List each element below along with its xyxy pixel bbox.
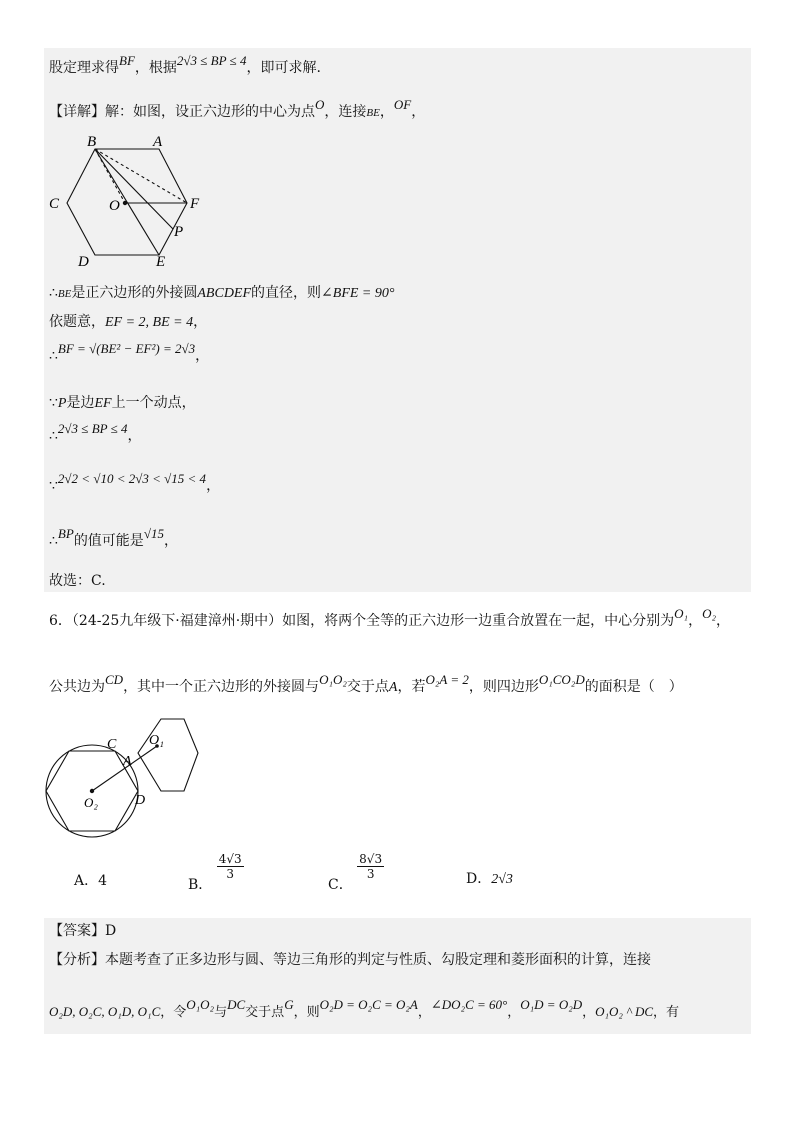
solution-line-6: ∵P是边EF上一个动点， [49, 395, 196, 411]
solution-line-8: ∵2√2 < √10 < 2√3 < √15 < 4， [49, 471, 221, 494]
solution-line-5: ∴BF = √(BE² − EF²) = 2√3， [49, 341, 210, 364]
label-F: F [190, 196, 200, 212]
label-B: B [87, 134, 97, 150]
solution-line-4: 依题意，EF = 2, BE = 4， [49, 314, 208, 330]
label-D: D [135, 793, 146, 808]
answer-line: 【答案】D [49, 923, 117, 939]
label-D: D [78, 254, 89, 270]
analysis-line-2: O₂D, O₂C, O₁D, O₁C，令O₁O₂与DC交于点G，则O₂D = O₂C = O₂A，∠DO₂C = 60°，O₁D = O₂D，O₁O₂ ^ DC，有 [49, 997, 680, 1020]
solution-choice: 故选：C. [49, 573, 106, 589]
label-A: A [123, 754, 132, 769]
label-P: P [174, 224, 184, 240]
solution-line-7: ∴2√3 ≤ BP ≤ 4， [49, 421, 142, 444]
hexagon-figure [44, 132, 214, 272]
label-O2: O₂ [84, 795, 98, 810]
solution-line-3: ∴BE是正六边形的外接圆ABCDEF的直径，则∠BFE = 90° [49, 285, 395, 301]
label-O1: O₁ [149, 733, 164, 748]
option-c[interactable]: C． $\frac{8√3}{3}$ [328, 852, 383, 893]
solution-line-2: 【详解】解：如图，设正六边形的中心为点O，连接BE，OF， [49, 97, 426, 120]
label-E: E [156, 254, 166, 270]
option-d[interactable]: D．2√3 [466, 871, 513, 887]
two-hexagon-figure [40, 712, 210, 844]
label-A: A [153, 134, 163, 150]
label-O: O [109, 198, 120, 214]
solution-line-9: ∴BP的值可能是√15， [49, 526, 178, 549]
option-a[interactable]: A．4 [74, 873, 108, 889]
label-C: C [49, 196, 60, 212]
option-b[interactable]: B． $\frac{4√3}{3}$ [188, 852, 242, 893]
question-6-line-2: 公共边为CD，其中一个正六边形的外接圆与O₁O₂交于点A，若O₂A = 2，则四边形O₁CO₂D的面积是（ ） [49, 672, 683, 695]
analysis-line-1: 【分析】本题考查了正多边形与圆、等边三角形的判定与性质、勾股定理和菱形面积的计算，连接 [49, 952, 651, 968]
solution-line-1: 股定理求得BF，根据2√3 ≤ BP ≤ 4，即可求解. [49, 53, 321, 76]
question-6-line-1: 6．（24-25九年级下·福建漳州·期中）如图，将两个全等的正六边形一边重合放置在一起，中心分别为O₁，O₂， [49, 606, 731, 629]
label-C: C [107, 737, 117, 752]
